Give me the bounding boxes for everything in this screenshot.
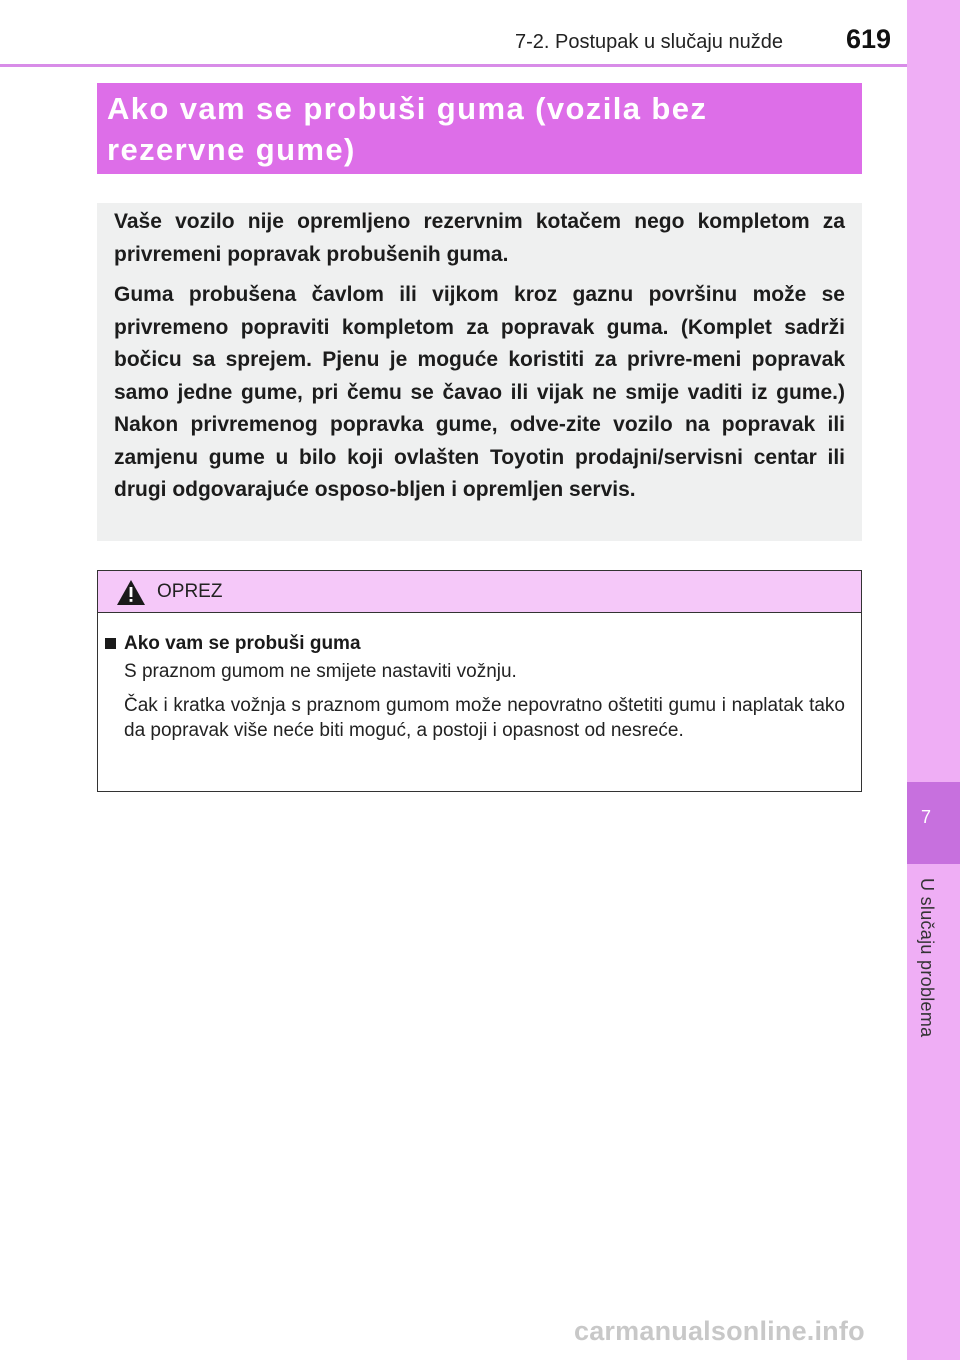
caution-paragraph: Čak i kratka vožnja s praznom gumom može nepovratno oštetiti gumu i naplatak tako da popravak više neće biti moguć, a postoji i opasnost od nesreće. [124, 695, 845, 741]
section-title-banner [97, 83, 862, 174]
caution-paragraph: S praznom gumom ne smijete nastaviti vožnju. [124, 661, 517, 682]
intro-paragraph: Vaše vozilo nije opremljeno rezervnim kotačem nego kompletom za privremeni popravak probušenih guma. [114, 210, 845, 266]
square-bullet-icon [105, 638, 116, 649]
section-reference: 7-2. Postupak u slučaju nužde [515, 31, 783, 53]
watermark: carmanualsonline.info [574, 1316, 865, 1346]
page-number: 619 [846, 24, 892, 54]
caution-heading-row [124, 633, 845, 655]
chapter-title: U slučaju problema [917, 878, 937, 1038]
section-title: Ako vam se probuši guma (vozila bez rezervne gume) [107, 91, 708, 167]
header-rule [0, 64, 907, 67]
caution-header [98, 571, 861, 613]
caution-label: OPREZ [157, 581, 223, 602]
caution-body [98, 613, 861, 743]
chapter-number: 7 [920, 807, 931, 827]
caution-box [97, 570, 862, 792]
intro-box [97, 203, 862, 541]
chapter-side-tab [907, 0, 960, 1360]
intro-paragraph: Guma probušena čavlom ili vijkom kroz gaznu površinu može se privremeno popraviti kompletom za popravak guma. (Komplet sadrži bočicu sa sprejem. Pjenu je moguće koristiti za privre-meni popravak samo jedne gume, pri čemu se čavao ili vijak ne smije vaditi iz gume.) Nakon privremenog popravka gume, odve-zite vozilo na popravak ili zamjenu gume u bilo koji ovlašten Toyotin prodajni/servisni centar ili drugi odgovarajuće osposo-bljen i opremljen servis. [114, 283, 845, 501]
caution-heading: Ako vam se probuši guma [124, 633, 361, 654]
warning-triangle-icon [116, 579, 146, 606]
